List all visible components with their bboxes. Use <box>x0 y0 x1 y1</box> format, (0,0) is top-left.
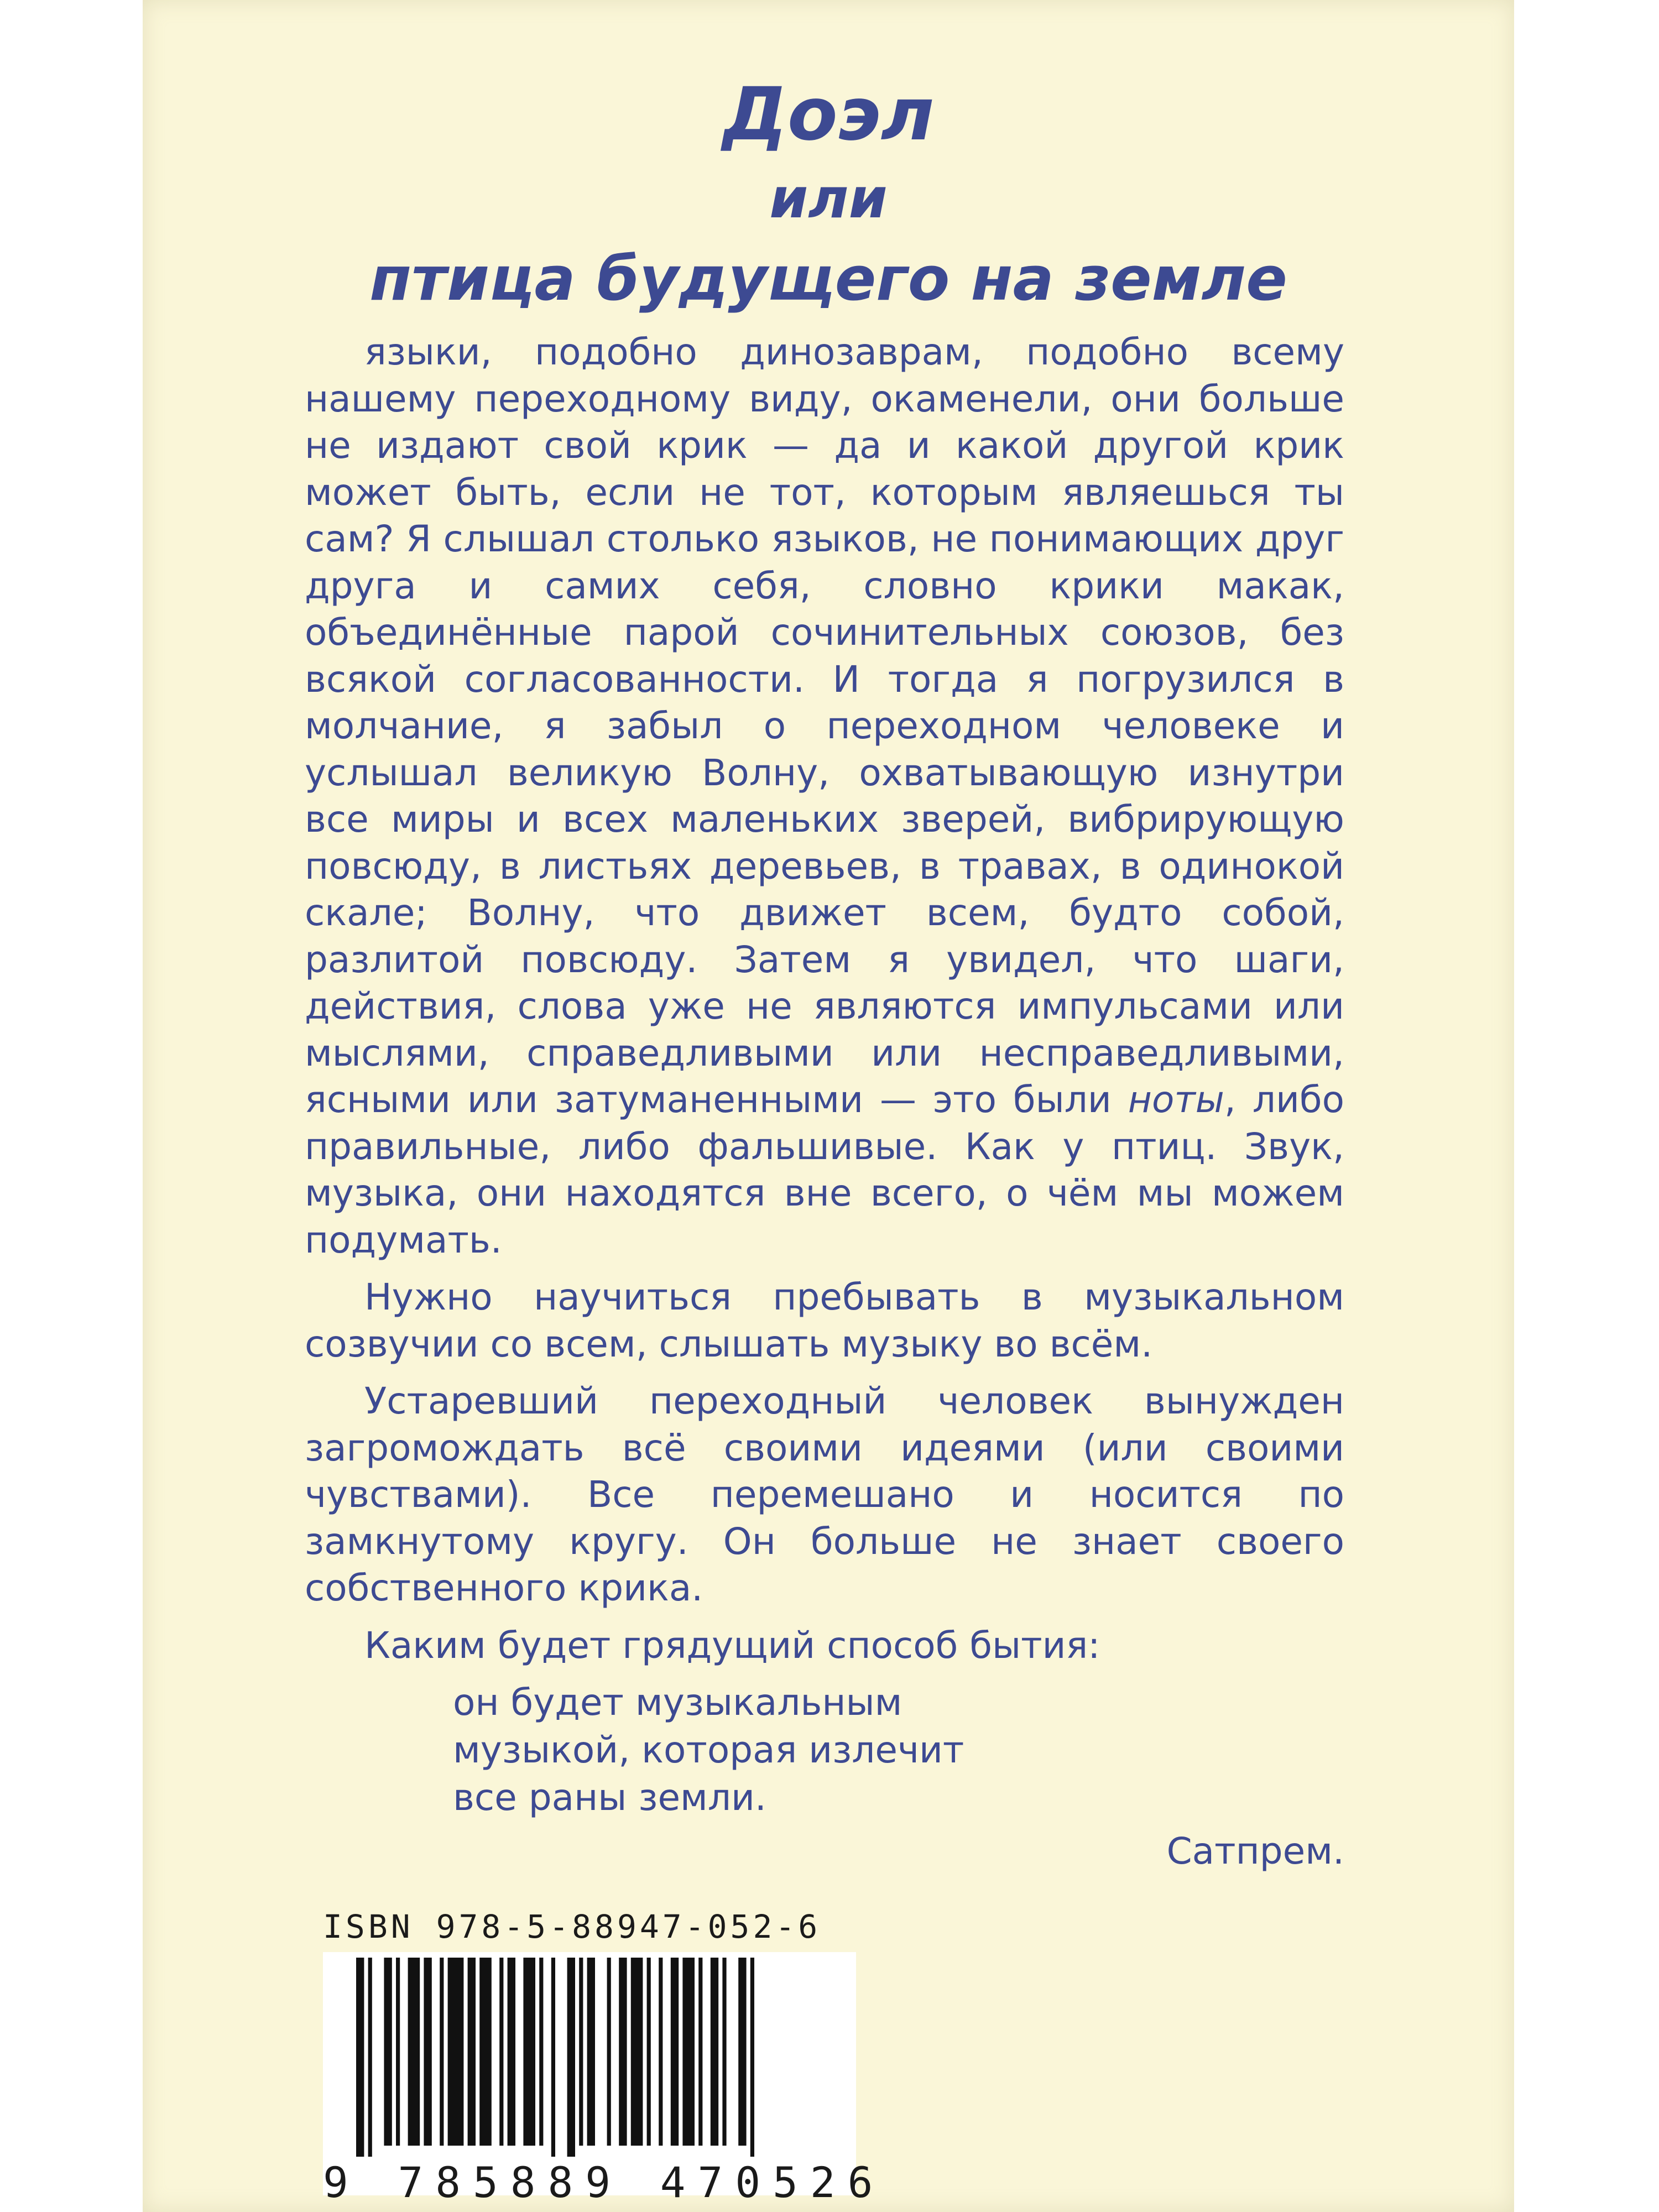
barcode-bar <box>539 1958 543 2146</box>
barcode-bar <box>448 1958 464 2146</box>
barcode-bar <box>631 1958 643 2146</box>
emphasis: ноты <box>1128 1078 1224 1121</box>
barcode-bar <box>711 1958 718 2146</box>
author-signature: Сатпрем. <box>1166 1830 1344 1872</box>
barcode-bar <box>551 1958 555 2157</box>
barcode-bar <box>722 1958 726 2146</box>
barcode <box>323 1952 885 2207</box>
book-title: Доэл <box>722 72 935 157</box>
barcode-bar <box>671 1958 679 2146</box>
isbn-label: ISBN 978-5-88947-052-6 <box>323 1908 821 1945</box>
barcode-bar <box>396 1958 400 2146</box>
barcode-bar <box>508 1958 515 2146</box>
barcode-bar <box>567 1958 575 2157</box>
barcode-bar <box>468 1958 476 2146</box>
barcode-bar <box>619 1958 627 2146</box>
book-back-cover <box>143 0 1514 2212</box>
book-subtitle: птица будущего на земле <box>369 243 1287 314</box>
paragraph: Каким будет грядущий способ бытия: <box>364 1624 1100 1667</box>
barcode-bar <box>440 1958 444 2146</box>
barcode-bar <box>408 1958 420 2146</box>
barcode-bar <box>607 1958 611 2146</box>
barcode-bar <box>499 1958 503 2146</box>
paragraph: языки, подобно динозаврам, подобно всему нашему переходному виду, окаменели, они больше не издают свой крик — да и какой другой крик может быть, если не тот, которым являешься ты сам? Я слышал столько языков, не понимающих друг друга и самих себя, словно крики макак, объединённые парой сочинительных союзов, без всякой согласованности. И тогда я погрузился в молчание, я забыл о переходном человеке и услышал великую Волну, охватывающую изнутри все миры и всех маленьких зверей, вибрирующую повсюду, в листьях деревьев, в травах, в одинокой скале; Волну, что движет всем, будто собой, разлитой повсюду. Затем я увидел, что шаги, действия, слова уже не являются импульсами или мыслями, справедливыми или несправедливыми, ясными или затуманенными — это были ноты, либо правильные, либо фальшивые. Как у птиц. Звук, музыка, они находятся вне всего, о чём мы можем подумать. <box>305 331 1344 1261</box>
paragraph: Нужно научиться пребывать в музыкальном созвучии со всем, слышать музыку во всём. <box>305 1276 1344 1365</box>
barcode-bar <box>356 1958 364 2157</box>
poem-line: он будет музыкальным <box>453 1681 902 1724</box>
annotation-text <box>305 329 1344 1875</box>
barcode-bar <box>579 1958 583 2146</box>
barcode-bar <box>659 1958 662 2146</box>
barcode-digits: 9 785889 470526 <box>323 2158 885 2207</box>
barcode-bar <box>424 1958 431 2146</box>
paragraph: Устаревший переходный человек вынужден загромождать всё своими идеями (или своими чувствами). Все перемешано и носится по замкнутому кругу. Он больше не знает своего собственного крика. <box>305 1380 1344 1609</box>
barcode-bar <box>750 1958 754 2157</box>
barcode-bar <box>587 1958 595 2146</box>
barcode-bar <box>523 1958 535 2146</box>
barcode-bars <box>356 1958 832 2157</box>
barcode-bar <box>479 1958 492 2146</box>
book-title-connector: или <box>769 166 888 231</box>
barcode-bar <box>698 1958 702 2146</box>
poem-line: музыкой, которая излечит <box>453 1729 964 1771</box>
barcode-bar <box>738 1958 746 2146</box>
barcode-bar <box>384 1958 392 2146</box>
barcode-bar <box>682 1958 695 2146</box>
barcode-bar <box>647 1958 651 2146</box>
barcode-bar <box>368 1958 372 2157</box>
poem-line: все раны земли. <box>453 1776 766 1819</box>
poem <box>305 1679 1344 1822</box>
